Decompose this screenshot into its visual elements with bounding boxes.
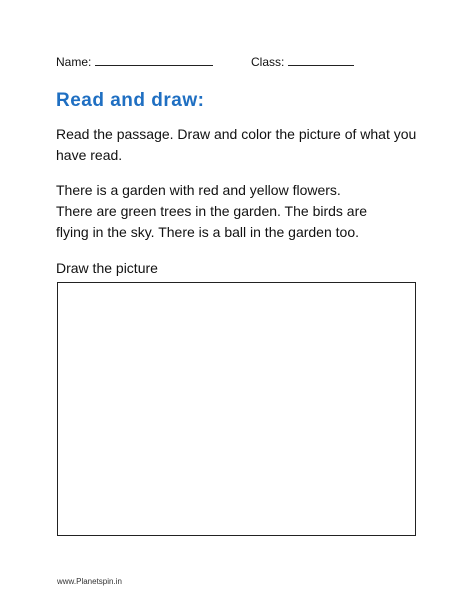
worksheet-title: Read and draw: [56,90,205,111]
student-info-row [56,54,436,74]
name-field [56,54,213,69]
name-blank-line[interactable] [95,54,213,66]
passage-line: flying in the sky. There is a ball in the garden too. [56,224,359,240]
class-field [251,54,354,69]
class-label: Class: [251,55,285,69]
draw-label: Draw the picture [56,260,158,276]
footer-website: www.Planetspin.in [57,577,122,586]
drawing-area[interactable] [57,282,416,536]
reading-passage [56,180,446,243]
instructions-text: Read the passage. Draw and color the picture of what you have read. [56,126,417,163]
name-label: Name: [56,55,92,69]
passage-line: There are green trees in the garden. The birds are [56,203,368,219]
passage-line: There is a garden with red and yellow flowers. [56,182,341,198]
class-blank-line[interactable] [288,54,354,66]
